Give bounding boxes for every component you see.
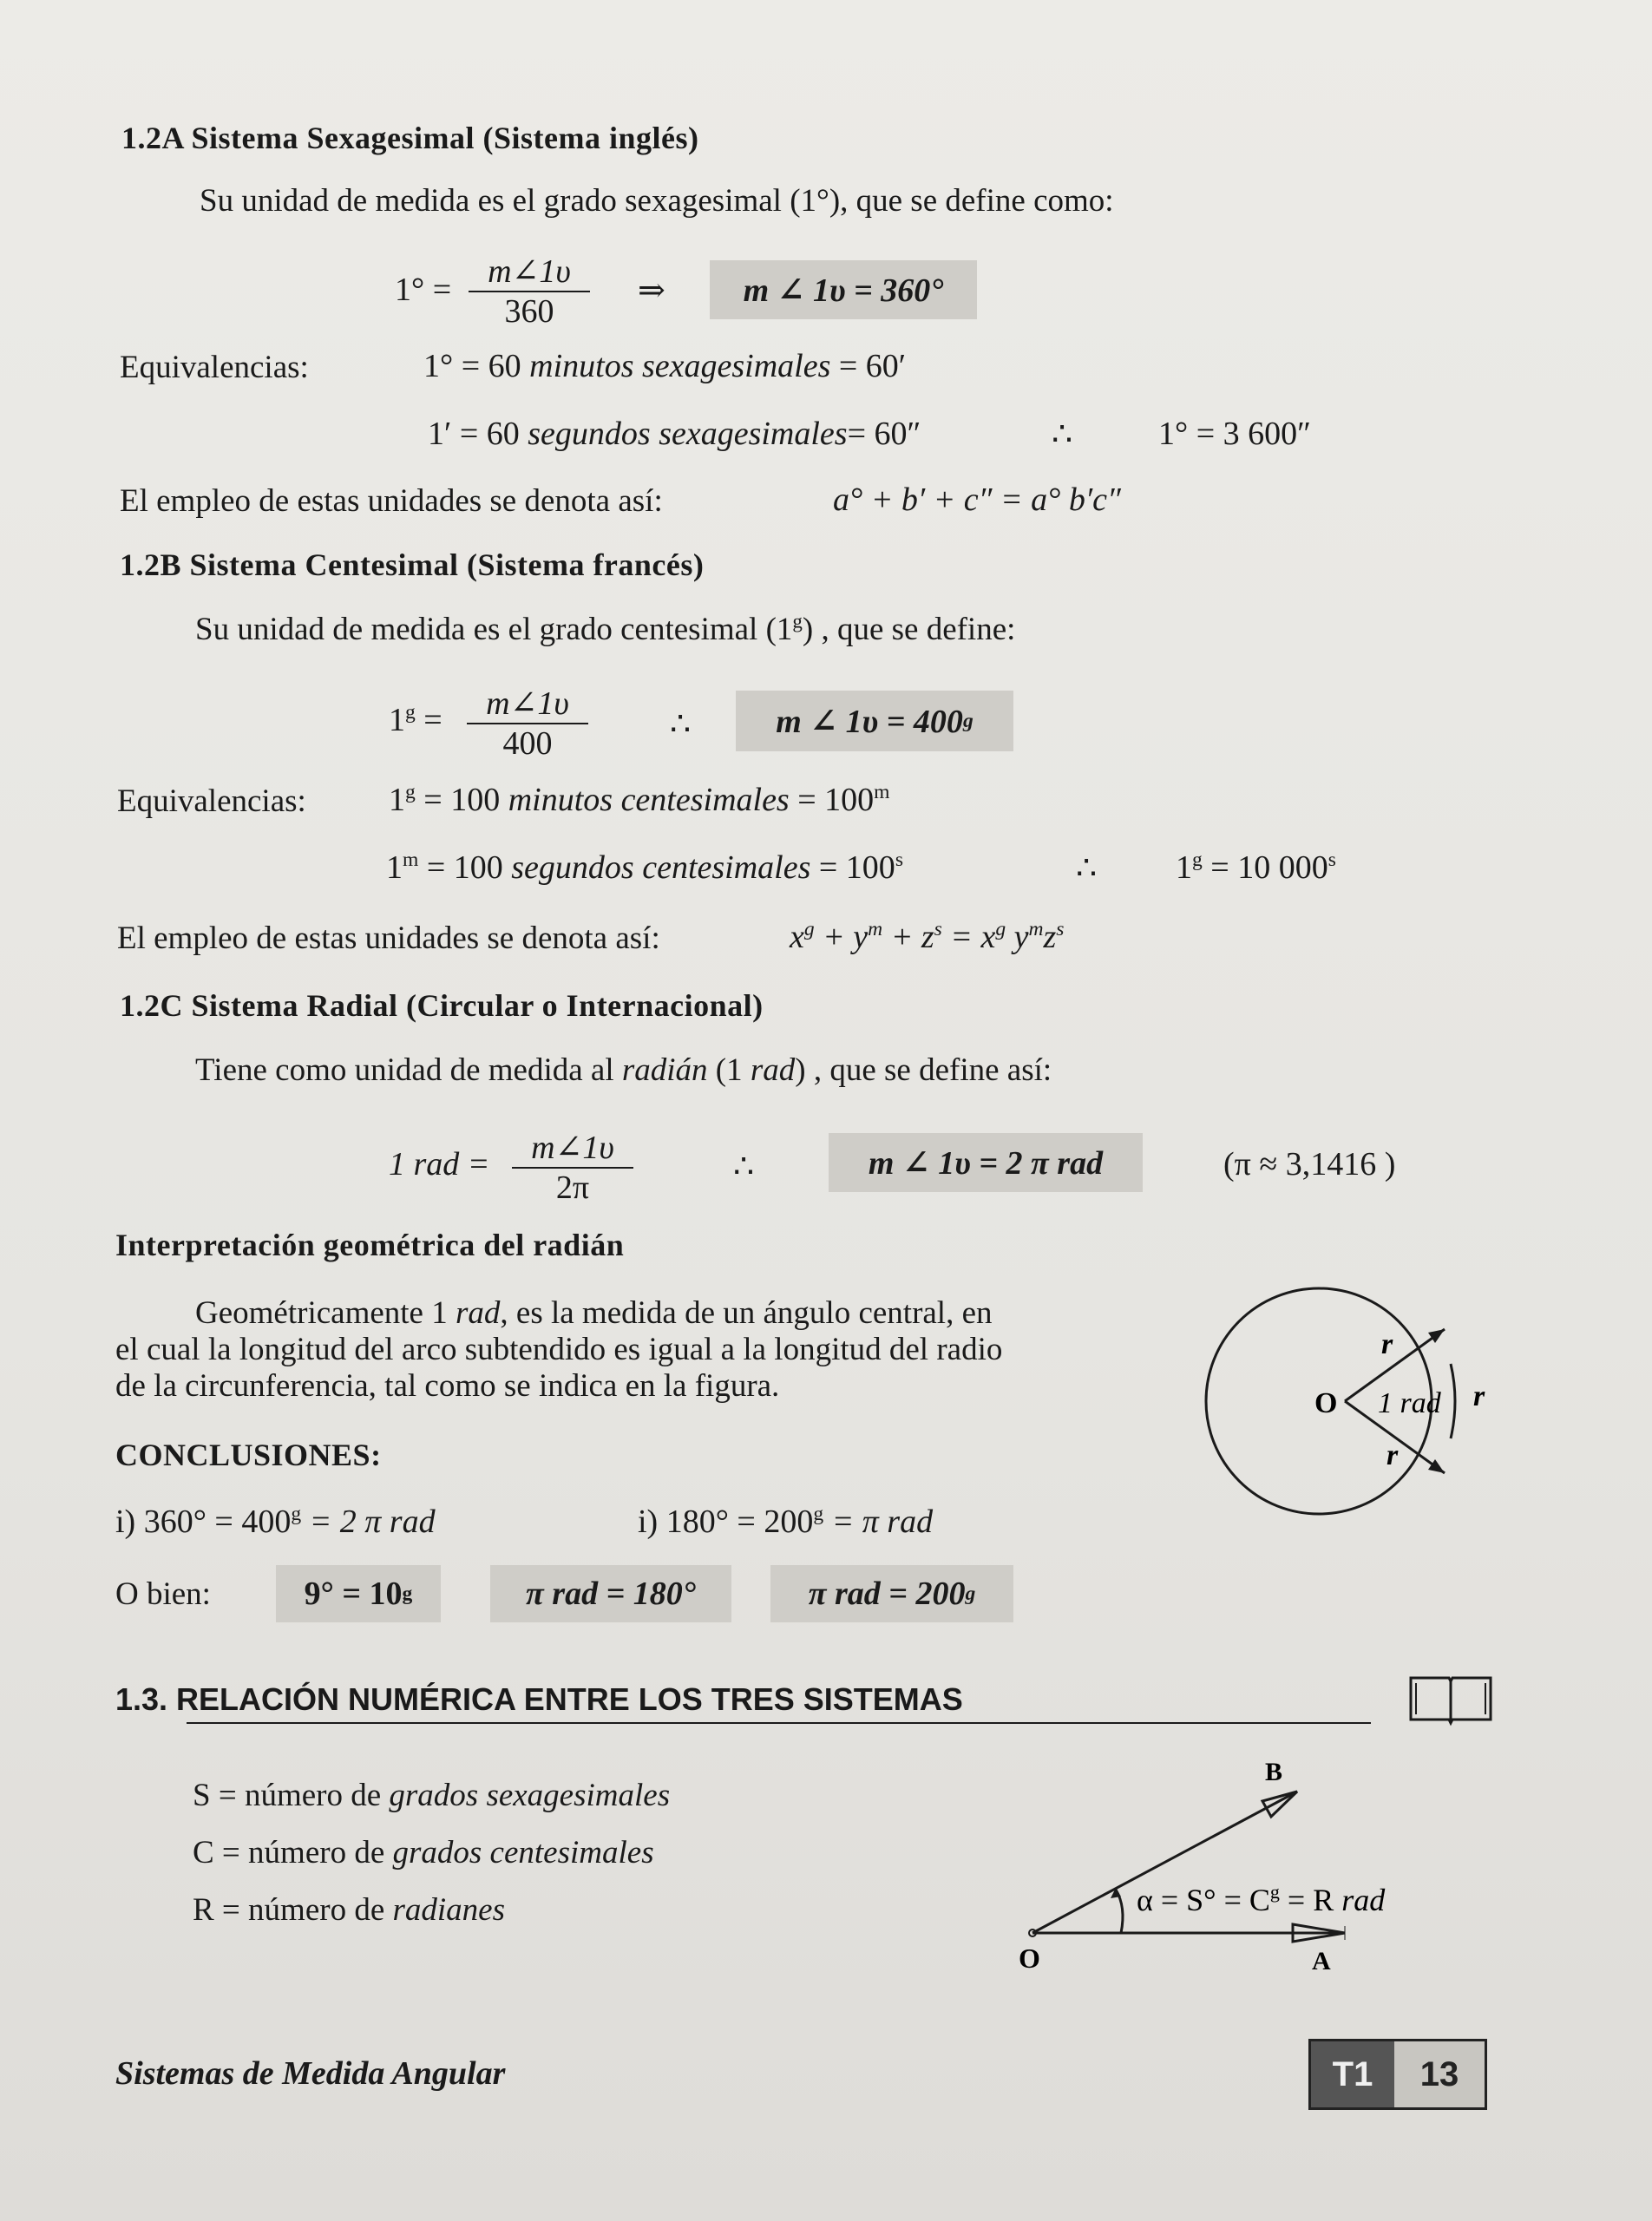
alpha-relation: $\alpha = S^\circ = C^g = R$ rad (1137, 1881, 1386, 1917)
conclusion-2: i) $180^\circ = 200^g = \pi$ rad (638, 1502, 934, 1540)
chapter-badge: T1 (1311, 2041, 1394, 2107)
section-1-3-underline (187, 1722, 1371, 1724)
sexa-therefore: ∴ (1052, 416, 1073, 453)
cent-usage-label: El empleo de estas unidades se denota así: (117, 921, 660, 956)
rad-fraction-den: 2π (555, 1169, 590, 1206)
center-label-o: O (1314, 1387, 1338, 1419)
cent-eq3: $1^g = 10$ 000$^s$ (1176, 848, 1336, 886)
cent-result-box: m ∠ 1υ = 400 g (736, 691, 1013, 751)
sexa-equiv-label: Equivalencias: (120, 350, 309, 385)
point-b-label: B (1265, 1758, 1283, 1786)
geom-p2: el cual la longitud del arco subtendido es igual a la longitud del radio (115, 1332, 1003, 1367)
rad-result-box: m ∠ 1υ = 2 π rad (829, 1133, 1143, 1192)
centesimal-intro: Su unidad de medida es el grado centesimal (1$^g$) , que se define: (195, 610, 1016, 647)
def-s: S = número de grados sexagesimales (193, 1778, 671, 1813)
cent-equiv-label: Equivalencias: (117, 783, 306, 819)
cent-lhs: $1^g$ = (389, 700, 442, 738)
angle-label-1rad: 1 rad (1378, 1387, 1441, 1419)
arc-label: r (1473, 1380, 1485, 1412)
cent-eq1: $1^g = 100$ minutos centesimales = $100^m$ (389, 780, 890, 818)
sexa-fraction-den: 360 (504, 293, 554, 330)
sexa-fraction (469, 252, 590, 331)
obien-label: O bien: (115, 1576, 211, 1612)
geom-title: Interpretación geométrica del radián (115, 1228, 625, 1262)
def-c: C = número de grados centesimales (193, 1835, 654, 1870)
implies-arrow: ⇒ (638, 272, 665, 309)
sexa-usage-label: El empleo de estas unidades se denota así: (120, 483, 663, 519)
section-title-1-3: 1.3. RELACIÓN NUMÉRICA ENTRE LOS TRES SISTEMAS (115, 1681, 963, 1717)
arc-marker (1451, 1364, 1455, 1438)
footer-title: Sistemas de Medida Angular (115, 2055, 506, 2092)
rad-therefore: ∴ (733, 1149, 755, 1185)
sexa-lhs: 1° = (395, 272, 452, 308)
point-a-label: A (1312, 1947, 1331, 1975)
book-icon (1406, 1669, 1496, 1728)
sexa-fraction-num: m∠1υ (469, 252, 590, 292)
cent-therefore: ∴ (670, 706, 692, 743)
conclusion-1: i) $360^\circ = 400^g = 2$ π rad (115, 1502, 436, 1540)
ray-ob-arrowhead (1262, 1792, 1297, 1817)
radius-upper-arrowhead (1428, 1329, 1445, 1343)
radial-intro: Tiene como unidad de medida al radián (1 rad) , que se define así: (195, 1052, 1052, 1088)
point-o-label: O (1019, 1943, 1040, 1974)
sexa-eq1: 1° = 60 minutos sexagesimales = 60′ (423, 348, 907, 384)
radius-label-lower: r (1386, 1439, 1399, 1471)
page-badge (1308, 2039, 1487, 2110)
equiv-box-pi-180: π rad = 180° (490, 1565, 731, 1622)
cent-fraction-num: m∠1υ (467, 684, 588, 724)
cent-usage-formula: $x^g + y^m + z^s = x^g$ $y^mz^s$ (790, 917, 1065, 955)
cent-fraction (467, 684, 588, 763)
angle-relation-figure (998, 1744, 1466, 1987)
pi-approx-note: (π ≈ 3,1416 ) (1223, 1146, 1396, 1183)
rad-lhs: 1 rad = (389, 1146, 490, 1183)
rad-fraction (512, 1128, 633, 1207)
sexagesimal-intro: Su unidad de medida es el grado sexagesimal (1°), que se define como: (200, 183, 1114, 219)
radian-circle-figure (1197, 1267, 1492, 1536)
section-title-1-2b: 1.2B Sistema Centesimal (Sistema francés) (120, 547, 705, 582)
radius-lower-arrowhead (1428, 1459, 1445, 1473)
section-title-1-2c: 1.2C Sistema Radial (Circular o Internacional) (120, 988, 764, 1023)
radius-label-upper: r (1381, 1328, 1393, 1360)
cent-therefore-2: ∴ (1076, 850, 1098, 887)
geom-p1: Geométricamente 1 rad, es la medida de un ángulo central, en (195, 1295, 993, 1331)
cent-eq2: $1^m = 100$ segundos centesimales = $100^s$ (386, 848, 903, 886)
sexa-usage-formula: a° + b′ + c″ = a° b′c″ (833, 482, 1121, 518)
rad-fraction-num: m∠1υ (512, 1128, 633, 1169)
equiv-box-9-10: 9° = 10 g (276, 1565, 441, 1622)
equiv-box-pi-200: π rad = 200 g (770, 1565, 1013, 1622)
conclusions-title: CONCLUSIONES: (115, 1438, 382, 1472)
def-r: R = número de radianes (193, 1892, 505, 1928)
sexa-eq2: 1′ = 60 segundos sexagesimales= 60″ (428, 416, 921, 452)
geom-p3: de la circunferencia, tal como se indica en la figura. (115, 1368, 780, 1404)
sexa-eq3: 1° = 3 600″ (1158, 416, 1311, 452)
section-title-1-2a: 1.2A Sistema Sexagesimal (Sistema inglés) (121, 121, 699, 155)
page-number: 13 (1394, 2041, 1485, 2107)
sexa-result-box: m ∠ 1υ = 360° (710, 260, 977, 319)
cent-fraction-den: 400 (502, 725, 553, 762)
